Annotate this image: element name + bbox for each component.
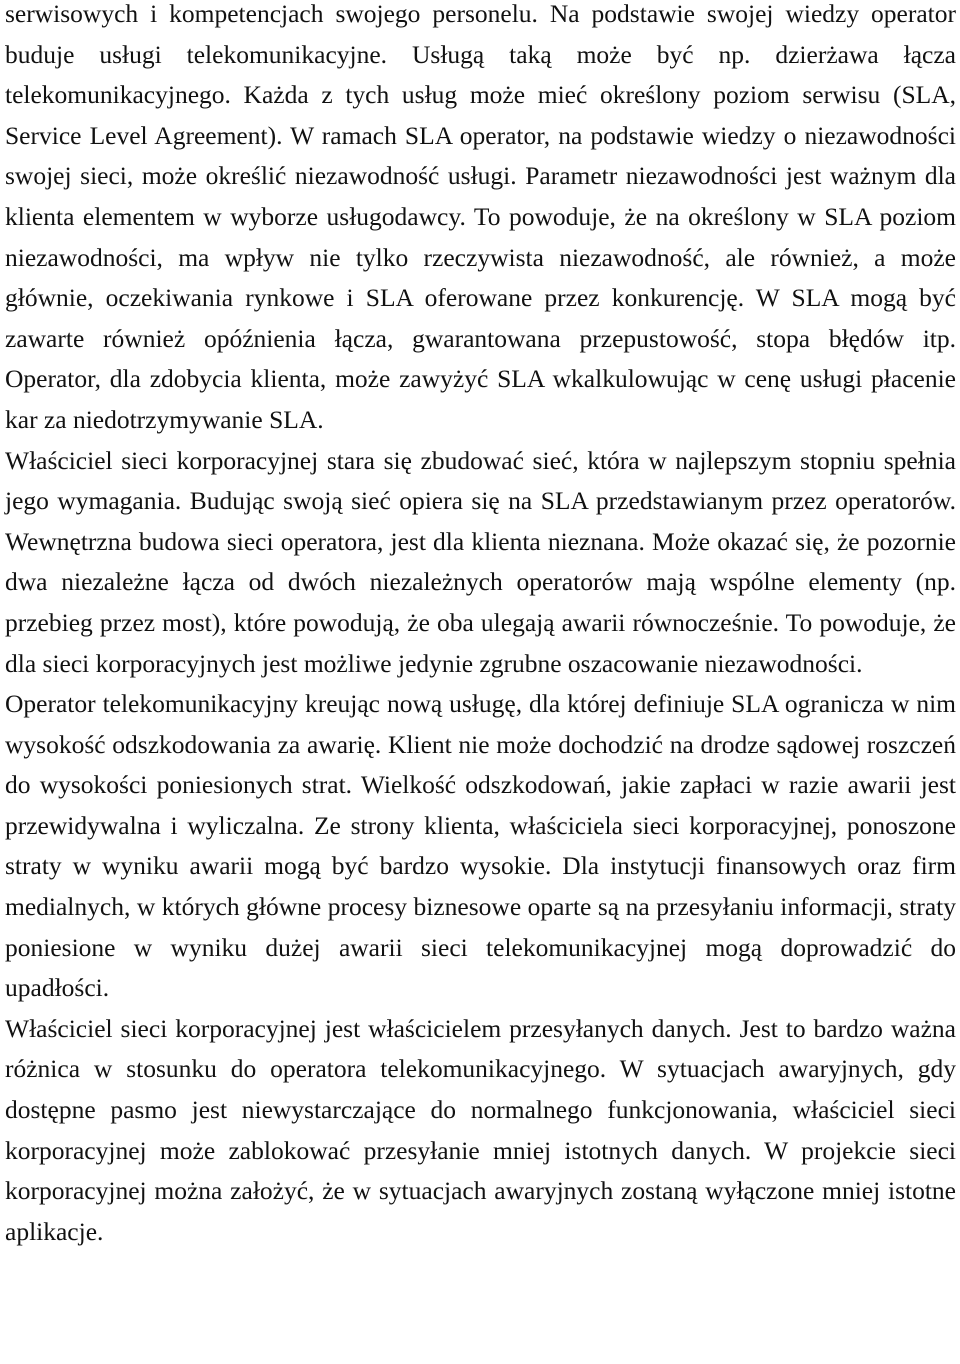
paragraph-corporate-network-owner: Właściciel sieci korporacyjnej stara się zbudować sieć, która w najlepszym stopniu spełnia jego wymagania. Budując swoją sieć opiera się na SLA przedstawianym przez operatorów. Wewnętrzna budowa sieci operatora, jest dla klienta nieznana. Może okazać się, że pozornie dwa niezależne łącza od dwóch niezależnych operatorów mają wspólne elementy (np. przebieg przez most), które powodują, że oba ulegają awarii równocześnie. To powoduje, że dla sieci korporacyjnych jest możliwe jedynie zgrubne oszacowanie niezawodności. xyxy=(5,445,956,678)
paragraph-data-ownership: Właściciel sieci korporacyjnej jest właścicielem przesyłanych danych. Jest to bardzo ważna różnica w stosunku do operatora telekomunikacyjnego. W sytuacjach awaryjnych, gdy dostępne pasmo jest niewystarczające do normalnego funkcjonowania, właściciel sieci korporacyjnej może zablokować przesyłanie mniej istotnych danych. W projekcie sieci korporacyjnej można założyć, że w sytuacjach awaryjnych zostaną wyłączone mniej istotne aplikacje. xyxy=(5,1013,956,1246)
paragraph-sla-operator: serwisowych i kompetencjach swojego personelu. Na podstawie swojej wiedzy operator buduje usługi telekomunikacyjne. Usługą taką może być np. dzierżawa łącza telekomunikacyjnego. Każda z tych usług może mieć określony poziom serwisu (SLA, Service Level Agreement). W ramach SLA operator, na podstawie wiedzy o niezawodności swojej sieci, może określić niezawodność usługi. Parametr niezawodności jest ważnym dla klienta elementem w wyborze usługodawcy. To powoduje, że na określony w SLA poziom niezawodności, ma wpływ nie tylko rzeczywista niezawodność, ale również, a może głównie, oczekiwania rynkowe i SLA oferowane przez konkurencję. W SLA mogą być zawarte również opóźnienia łącza, gwarantowana przepustowość, stopa błędów itp. Operator, dla zdobycia klienta, może zawyżyć SLA wkalkulowując w cenę usługi płacenie kar za niedotrzymywanie SLA. xyxy=(5,0,956,434)
paragraph-compensation-limits: Operator telekomunikacyjny kreując nową usługę, dla której definiuje SLA ogranicza w nim wysokość odszkodowania za awarię. Klient nie może dochodzić na drodze sądowej roszczeń do wysokości poniesionych strat. Wielkość odszkodowań, jakie zapłaci w razie awarii jest przewidywalna i wyliczalna. Ze strony klienta, właściciela sieci korporacyjnej, ponoszone straty w wyniku awarii mogą być bardzo wysokie. Dla instytucji finansowych oraz firm medialnych, w których główne procesy biznesowe oparte są na przesyłaniu informacji, straty poniesione w wyniku dużej awarii sieci telekomunikacyjnej mogą doprowadzić do upadłości. xyxy=(5,689,956,1003)
